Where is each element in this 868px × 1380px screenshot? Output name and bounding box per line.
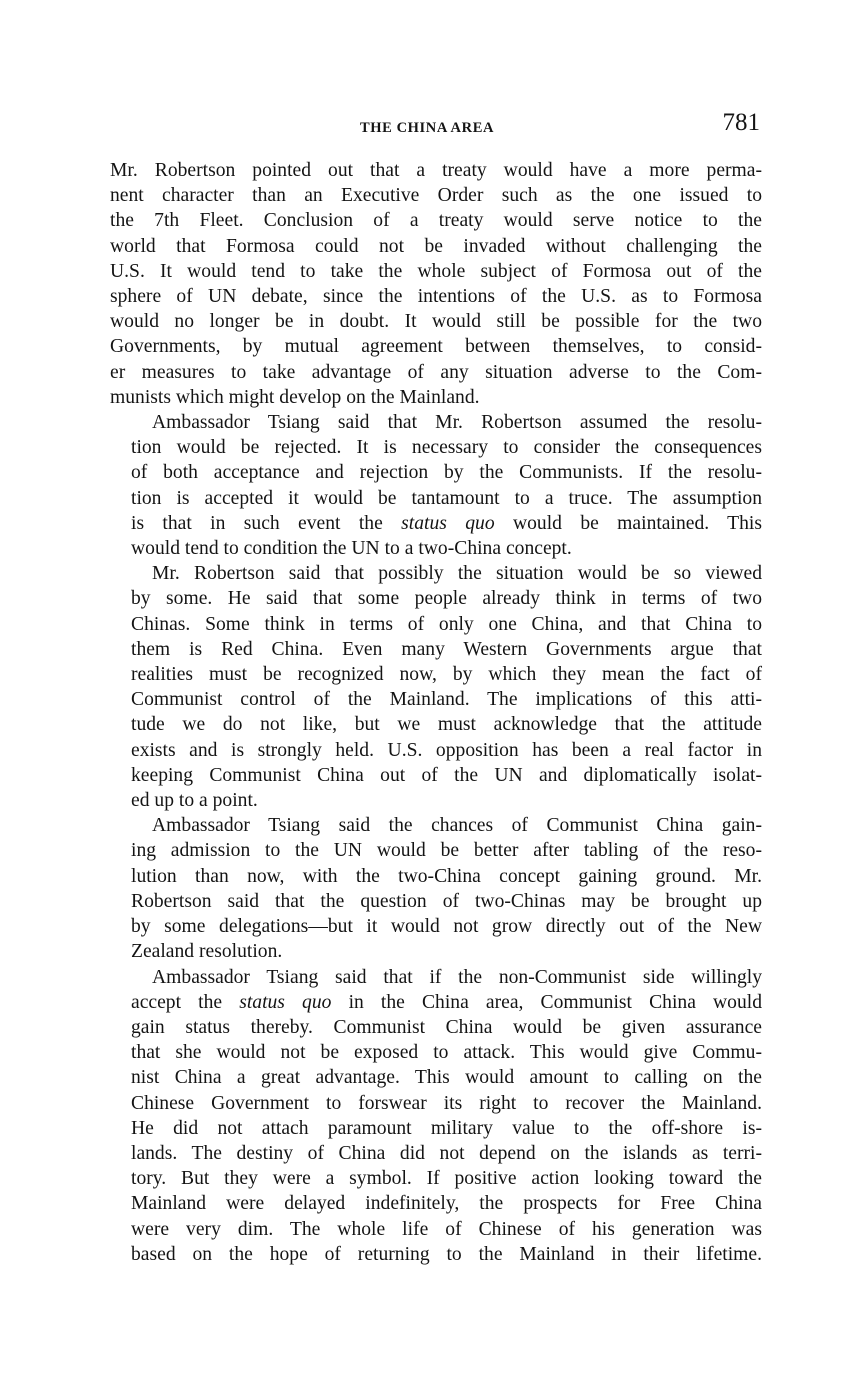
text-line: He did not attach paramount military value to the off-shore is- bbox=[131, 1117, 762, 1139]
text-line: tory. But they were a symbol. If positive action looking toward the bbox=[131, 1168, 762, 1190]
text-line: Governments, by mutual agreement between themselves, to consid- bbox=[110, 336, 762, 358]
text-line: tion is accepted it would be tantamount to a truce. The assumption bbox=[131, 487, 762, 509]
text-line: them is Red China. Even many Western Governments argue that bbox=[131, 638, 762, 660]
text-line: by some delegations—but it would not grow directly out of the New bbox=[131, 916, 762, 938]
text-line: Mr. Robertson said that possibly the situation would be so viewed bbox=[152, 563, 762, 585]
text-line: sphere of UN debate, since the intentions of the U.S. as to Formosa bbox=[110, 286, 762, 308]
text-line bbox=[110, 990, 762, 1015]
text-line: lution than now, with the two-China concept gaining ground. Mr. bbox=[131, 865, 762, 887]
text-line: Chinas. Some think in terms of only one China, and that China to bbox=[131, 613, 762, 635]
text-line: Ambassador Tsiang said that Mr. Robertson assumed the resolu- bbox=[152, 412, 762, 434]
text-line: Zealand resolution. bbox=[131, 941, 283, 963]
paragraph-2 bbox=[110, 410, 762, 561]
text-line: Ambassador Tsiang said that if the non-Communist side willingly bbox=[152, 966, 762, 988]
text-line: nist China a great advantage. This would amount to calling on the bbox=[131, 1067, 762, 1089]
text-line: exists and is strongly held. U.S. opposition has been a real factor in bbox=[131, 739, 762, 761]
paragraph-3 bbox=[110, 561, 762, 813]
text-line: Chinese Government to forswear its right to recover the Mainland. bbox=[131, 1092, 762, 1114]
text-line: gain status thereby. Communist China would be given assurance bbox=[131, 1016, 762, 1038]
text-line: realities must be recognized now, by which they mean the fact of bbox=[131, 664, 762, 686]
italic-phrase: status quo bbox=[239, 991, 332, 1013]
text-line: keeping Communist China out of the UN and diplomatically isolat- bbox=[131, 764, 762, 786]
text-line: were very dim. The whole life of Chinese of his generation was bbox=[131, 1218, 762, 1240]
text-run: in the China area, Communist China would bbox=[331, 991, 762, 1013]
text-line: the 7th Fleet. Conclusion of a treaty would serve notice to the bbox=[110, 210, 762, 232]
paragraph-1 bbox=[110, 158, 762, 410]
text-line: world that Formosa could not be invaded without challenging the bbox=[110, 235, 762, 257]
document-page bbox=[110, 108, 762, 1267]
italic-phrase: status quo bbox=[401, 512, 495, 534]
text-line bbox=[110, 511, 762, 536]
text-line: would no longer be in doubt. It would still be possible for the two bbox=[110, 311, 762, 333]
text-line: er measures to take advantage of any situation adverse to the Com- bbox=[110, 361, 762, 383]
text-line: U.S. It would tend to take the whole subject of Formosa out of the bbox=[110, 260, 762, 282]
running-head: THE CHINA AREA bbox=[359, 120, 495, 136]
text-run: is that in such event the bbox=[131, 512, 402, 534]
text-line: Ambassador Tsiang said the chances of Communist China gain- bbox=[152, 815, 762, 837]
text-line: Robertson said that the question of two-Chinas may be brought up bbox=[131, 890, 762, 912]
text-line: munists which might develop on the Mainland. bbox=[110, 386, 480, 408]
paragraph-5 bbox=[110, 965, 762, 1267]
page-header bbox=[110, 108, 762, 144]
text-line: tude we do not like, but we must acknowledge that the attitude bbox=[131, 714, 762, 736]
page-number: 781 bbox=[722, 109, 760, 136]
body-text bbox=[110, 158, 762, 1267]
text-line: tion would be rejected. It is necessary to consider the consequences bbox=[131, 437, 762, 459]
text-line: of both acceptance and rejection by the Communists. If the resolu- bbox=[131, 462, 762, 484]
text-line: would tend to condition the UN to a two-China concept. bbox=[131, 538, 572, 560]
text-run: accept the bbox=[131, 991, 240, 1013]
text-line: nent character than an Executive Order such as the one issued to bbox=[110, 185, 762, 207]
text-line: by some. He said that some people already think in terms of two bbox=[131, 588, 762, 610]
text-run: would be maintained. This bbox=[494, 512, 762, 534]
text-line: that she would not be exposed to attack. This would give Commu- bbox=[131, 1042, 762, 1064]
text-line: ing admission to the UN would be better after tabling of the reso- bbox=[131, 840, 762, 862]
text-line: ed up to a point. bbox=[131, 790, 258, 812]
text-line: Mainland were delayed indefinitely, the prospects for Free China bbox=[131, 1193, 762, 1215]
text-line: Communist control of the Mainland. The implications of this atti- bbox=[131, 689, 762, 711]
paragraph-4 bbox=[110, 813, 762, 964]
text-line: Mr. Robertson pointed out that a treaty would have a more perma- bbox=[110, 160, 762, 181]
text-line: based on the hope of returning to the Mainland in their lifetime. bbox=[131, 1243, 762, 1265]
text-line: lands. The destiny of China did not depend on the islands as terri- bbox=[131, 1142, 762, 1164]
